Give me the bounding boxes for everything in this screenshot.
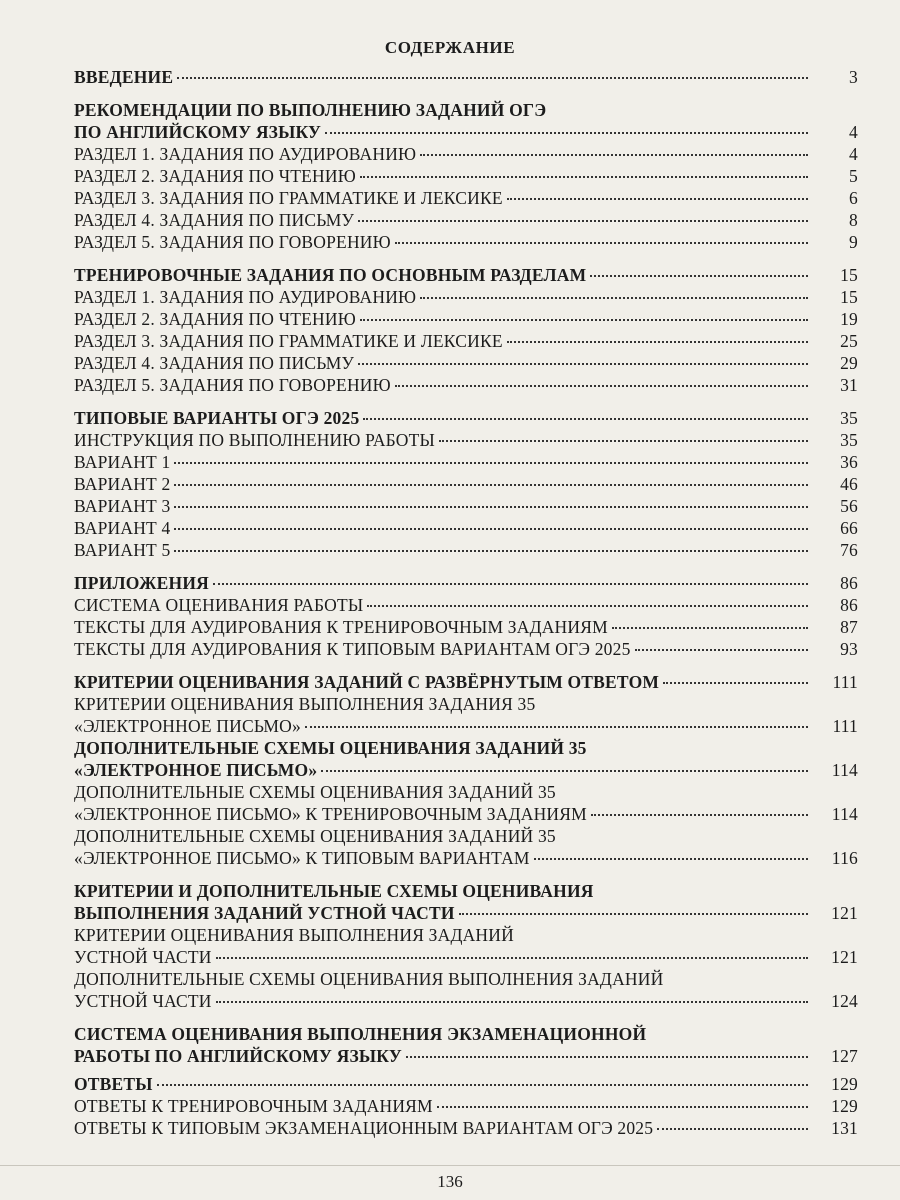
toc-entry-title: СИСТЕМА ОЦЕНИВАНИЯ РАБОТЫ <box>74 595 364 615</box>
toc-entry-page: 15 <box>840 287 858 307</box>
dot-leader <box>325 132 808 134</box>
toc-entry-page: 9 <box>849 232 858 252</box>
toc-entry <box>74 539 858 561</box>
table-of-contents <box>74 66 858 1139</box>
toc-entry-title-line: ДОПОЛНИТЕЛЬНЫЕ СХЕМЫ ОЦЕНИВАНИЯ ЗАДАНИЙ 35 <box>74 738 587 758</box>
toc-entry-title: ТИПОВЫЕ ВАРИАНТЫ ОГЭ 2025 <box>74 408 360 428</box>
toc-entry <box>74 231 858 253</box>
toc-entry-page: 56 <box>840 496 858 516</box>
toc-entry <box>74 308 858 330</box>
toc-entry-page: 15 <box>840 265 858 285</box>
toc-entry-page: 121 <box>831 947 858 967</box>
dot-leader <box>635 649 808 651</box>
toc-entry-title-line: СИСТЕМА ОЦЕНИВАНИЯ ВЫПОЛНЕНИЯ ЭКЗАМЕНАЦИОННОЙ <box>74 1024 647 1044</box>
toc-entry <box>74 451 858 473</box>
toc-entry-title-line: ДОПОЛНИТЕЛЬНЫЕ СХЕМЫ ОЦЕНИВАНИЯ ЗАДАНИЙ 35 <box>74 826 556 846</box>
toc-entry-page: 25 <box>840 331 858 351</box>
toc-entry-page: 66 <box>840 518 858 538</box>
toc-entry <box>74 572 858 594</box>
toc-entry <box>74 594 858 616</box>
toc-entry-page: 111 <box>832 716 858 736</box>
toc-entry-page: 86 <box>840 595 858 615</box>
toc-entry-page: 31 <box>840 375 858 395</box>
toc-entry-title: КРИТЕРИИ ОЦЕНИВАНИЯ ЗАДАНИЙ С РАЗВЁРНУТЫМ ОТВЕТОМ <box>74 672 660 692</box>
dot-leader <box>420 154 808 156</box>
dot-leader <box>216 1001 808 1003</box>
toc-entry-title: ОТВЕТЫ <box>74 1074 153 1094</box>
toc-entry-title: ПО АНГЛИЙСКОМУ ЯЗЫКУ <box>74 122 322 142</box>
toc-entry <box>74 66 858 88</box>
dot-leader <box>360 319 808 321</box>
toc-entry-title: РАЗДЕЛ 5. ЗАДАНИЯ ПО ГОВОРЕНИЮ <box>74 375 391 395</box>
page-bottom-divider <box>0 1165 900 1166</box>
toc-entry-page: 116 <box>831 848 858 868</box>
dot-leader <box>367 605 808 607</box>
toc-entry <box>74 517 858 539</box>
dot-leader <box>459 913 808 915</box>
toc-entry-page: 36 <box>840 452 858 472</box>
dot-leader <box>439 440 808 442</box>
dot-leader <box>363 418 808 420</box>
dot-leader <box>177 77 808 79</box>
toc-entry <box>74 671 858 693</box>
dot-leader <box>213 583 808 585</box>
toc-entry-title: ОТВЕТЫ К ТРЕНИРОВОЧНЫМ ЗАДАНИЯМ <box>74 1096 433 1116</box>
toc-entry <box>74 495 858 517</box>
dot-leader <box>395 385 808 387</box>
dot-leader <box>437 1106 808 1108</box>
toc-entry-title-line: ДОПОЛНИТЕЛЬНЫЕ СХЕМЫ ОЦЕНИВАНИЯ ЗАДАНИЙ 35 <box>74 782 556 802</box>
toc-entry-page: 127 <box>831 1046 858 1066</box>
toc-entry-page: 121 <box>831 903 858 923</box>
toc-entry <box>74 847 858 869</box>
toc-entry-title: ПРИЛОЖЕНИЯ <box>74 573 209 593</box>
toc-entry-title: ТРЕНИРОВОЧНЫЕ ЗАДАНИЯ ПО ОСНОВНЫМ РАЗДЕЛАМ <box>74 265 587 285</box>
toc-entry-title: РАЗДЕЛ 1. ЗАДАНИЯ ПО АУДИРОВАНИЮ <box>74 287 417 307</box>
dot-leader <box>174 462 808 464</box>
toc-entry-title: ТЕКСТЫ ДЛЯ АУДИРОВАНИЯ К ТРЕНИРОВОЧНЫМ ЗАДАНИЯМ <box>74 617 608 637</box>
toc-entry-page: 29 <box>840 353 858 373</box>
toc-entry-page: 114 <box>831 804 858 824</box>
toc-entry-title: ИНСТРУКЦИЯ ПО ВЫПОЛНЕНИЮ РАБОТЫ <box>74 430 435 450</box>
toc-entry <box>74 1073 858 1095</box>
toc-entry-page: 3 <box>849 67 858 87</box>
dot-leader <box>406 1056 808 1058</box>
toc-entry-title: РАЗДЕЛ 3. ЗАДАНИЯ ПО ГРАММАТИКЕ И ЛЕКСИКЕ <box>74 188 503 208</box>
toc-entry-title: «ЭЛЕКТРОННОЕ ПИСЬМО» <box>74 716 301 736</box>
toc-entry-title: «ЭЛЕКТРОННОЕ ПИСЬМО» К ТИПОВЫМ ВАРИАНТАМ <box>74 848 530 868</box>
dot-leader <box>657 1128 808 1130</box>
toc-entry <box>74 286 858 308</box>
toc-entry-page: 8 <box>849 210 858 230</box>
dot-leader <box>358 363 808 365</box>
toc-entry-page: 5 <box>849 166 858 186</box>
dot-leader <box>534 858 808 860</box>
toc-entry-title: РАБОТЫ ПО АНГЛИЙСКОМУ ЯЗЫКУ <box>74 1046 402 1066</box>
toc-entry <box>74 803 858 825</box>
toc-entry-title: РАЗДЕЛ 2. ЗАДАНИЯ ПО ЧТЕНИЮ <box>74 166 356 186</box>
dot-leader <box>174 484 808 486</box>
toc-entry-title: ОТВЕТЫ К ТИПОВЫМ ЭКЗАМЕНАЦИОННЫМ ВАРИАНТАМ ОГЭ 2025 <box>74 1118 654 1138</box>
toc-entry-title: ВАРИАНТ 2 <box>74 474 171 494</box>
toc-entry-title: УСТНОЙ ЧАСТИ <box>74 947 212 967</box>
toc-entry-title: ВВЕДЕНИЕ <box>74 67 174 87</box>
toc-entry-title: РАЗДЕЛ 3. ЗАДАНИЯ ПО ГРАММАТИКЕ И ЛЕКСИКЕ <box>74 331 503 351</box>
toc-entry-title-line: КРИТЕРИИ ОЦЕНИВАНИЯ ВЫПОЛНЕНИЯ ЗАДАНИЯ 35 <box>74 694 536 714</box>
toc-entry <box>74 1095 858 1117</box>
toc-entry-page: 129 <box>831 1096 858 1116</box>
toc-entry <box>74 1045 858 1067</box>
toc-entry <box>74 374 858 396</box>
toc-entry-page: 6 <box>849 188 858 208</box>
toc-entry-title: ВЫПОЛНЕНИЯ ЗАДАНИЙ УСТНОЙ ЧАСТИ <box>74 903 455 923</box>
dot-leader <box>507 198 808 200</box>
toc-entry <box>74 715 858 737</box>
toc-entry-title: УСТНОЙ ЧАСТИ <box>74 991 212 1011</box>
toc-entry <box>74 121 858 143</box>
toc-entry-title: ВАРИАНТ 1 <box>74 452 171 472</box>
dot-leader <box>360 176 808 178</box>
toc-entry-page: 46 <box>840 474 858 494</box>
dot-leader <box>507 341 808 343</box>
toc-entry-page: 87 <box>840 617 858 637</box>
dot-leader <box>420 297 808 299</box>
toc-entry-title-line: ДОПОЛНИТЕЛЬНЫЕ СХЕМЫ ОЦЕНИВАНИЯ ВЫПОЛНЕНИЯ ЗАДАНИЙ <box>74 969 664 989</box>
toc-entry-title: ВАРИАНТ 4 <box>74 518 171 538</box>
dot-leader <box>395 242 808 244</box>
toc-entry <box>74 759 858 781</box>
toc-entry-page: 131 <box>831 1118 858 1138</box>
toc-entry-page: 111 <box>832 672 858 692</box>
toc-entry <box>74 473 858 495</box>
page-number: 136 <box>437 1172 463 1191</box>
dot-leader <box>174 506 808 508</box>
toc-entry-page: 124 <box>831 991 858 1011</box>
toc-entry <box>74 990 858 1012</box>
toc-entry-title-line: РЕКОМЕНДАЦИИ ПО ВЫПОЛНЕНИЮ ЗАДАНИЙ ОГЭ <box>74 100 547 120</box>
toc-entry-title: РАЗДЕЛ 4. ЗАДАНИЯ ПО ПИСЬМУ <box>74 210 355 230</box>
toc-entry <box>74 1117 858 1139</box>
toc-entry <box>74 407 858 429</box>
toc-entry-title: РАЗДЕЛ 2. ЗАДАНИЯ ПО ЧТЕНИЮ <box>74 309 356 329</box>
dot-leader <box>157 1084 808 1086</box>
toc-entry-page: 4 <box>849 144 858 164</box>
toc-entry-page: 4 <box>849 122 858 142</box>
toc-entry-page: 114 <box>831 760 858 780</box>
toc-entry <box>74 165 858 187</box>
toc-entry-page: 19 <box>840 309 858 329</box>
toc-entry-page: 35 <box>840 430 858 450</box>
toc-entry-title-line: КРИТЕРИИ ОЦЕНИВАНИЯ ВЫПОЛНЕНИЯ ЗАДАНИЙ <box>74 925 514 945</box>
toc-entry <box>74 143 858 165</box>
toc-entry-title: ВАРИАНТ 3 <box>74 496 171 516</box>
toc-entry <box>74 187 858 209</box>
toc-entry-title-line: КРИТЕРИИ И ДОПОЛНИТЕЛЬНЫЕ СХЕМЫ ОЦЕНИВАНИЯ <box>74 881 594 901</box>
dot-leader <box>663 682 808 684</box>
dot-leader <box>305 726 808 728</box>
toc-entry-title: ТЕКСТЫ ДЛЯ АУДИРОВАНИЯ К ТИПОВЫМ ВАРИАНТАМ ОГЭ 2025 <box>74 639 631 659</box>
dot-leader <box>174 550 808 552</box>
toc-entry <box>74 638 858 660</box>
dot-leader <box>590 275 808 277</box>
toc-entry <box>74 616 858 638</box>
toc-entry-page: 76 <box>840 540 858 560</box>
toc-entry <box>74 946 858 968</box>
dot-leader <box>612 627 808 629</box>
toc-entry-title: РАЗДЕЛ 5. ЗАДАНИЯ ПО ГОВОРЕНИЮ <box>74 232 391 252</box>
dot-leader <box>321 770 808 772</box>
toc-entry <box>74 209 858 231</box>
toc-entry-title: ВАРИАНТ 5 <box>74 540 171 560</box>
toc-entry-title: РАЗДЕЛ 1. ЗАДАНИЯ ПО АУДИРОВАНИЮ <box>74 144 417 164</box>
toc-entry-title: РАЗДЕЛ 4. ЗАДАНИЯ ПО ПИСЬМУ <box>74 353 355 373</box>
toc-entry <box>74 352 858 374</box>
page-title: СОДЕРЖАНИЕ <box>384 38 516 57</box>
toc-entry-page: 86 <box>840 573 858 593</box>
toc-entry-title: «ЭЛЕКТРОННОЕ ПИСЬМО» К ТРЕНИРОВОЧНЫМ ЗАДАНИЯМ <box>74 804 587 824</box>
toc-entry-page: 129 <box>831 1074 858 1094</box>
toc-entry-page: 35 <box>840 408 858 428</box>
toc-entry <box>74 330 858 352</box>
toc-entry <box>74 264 858 286</box>
toc-entry <box>74 429 858 451</box>
dot-leader <box>358 220 808 222</box>
toc-entry-page: 93 <box>840 639 858 659</box>
toc-entry <box>74 902 858 924</box>
toc-entry-title: «ЭЛЕКТРОННОЕ ПИСЬМО» <box>74 760 318 780</box>
dot-leader <box>174 528 808 530</box>
dot-leader <box>216 957 808 959</box>
dot-leader <box>591 814 808 816</box>
